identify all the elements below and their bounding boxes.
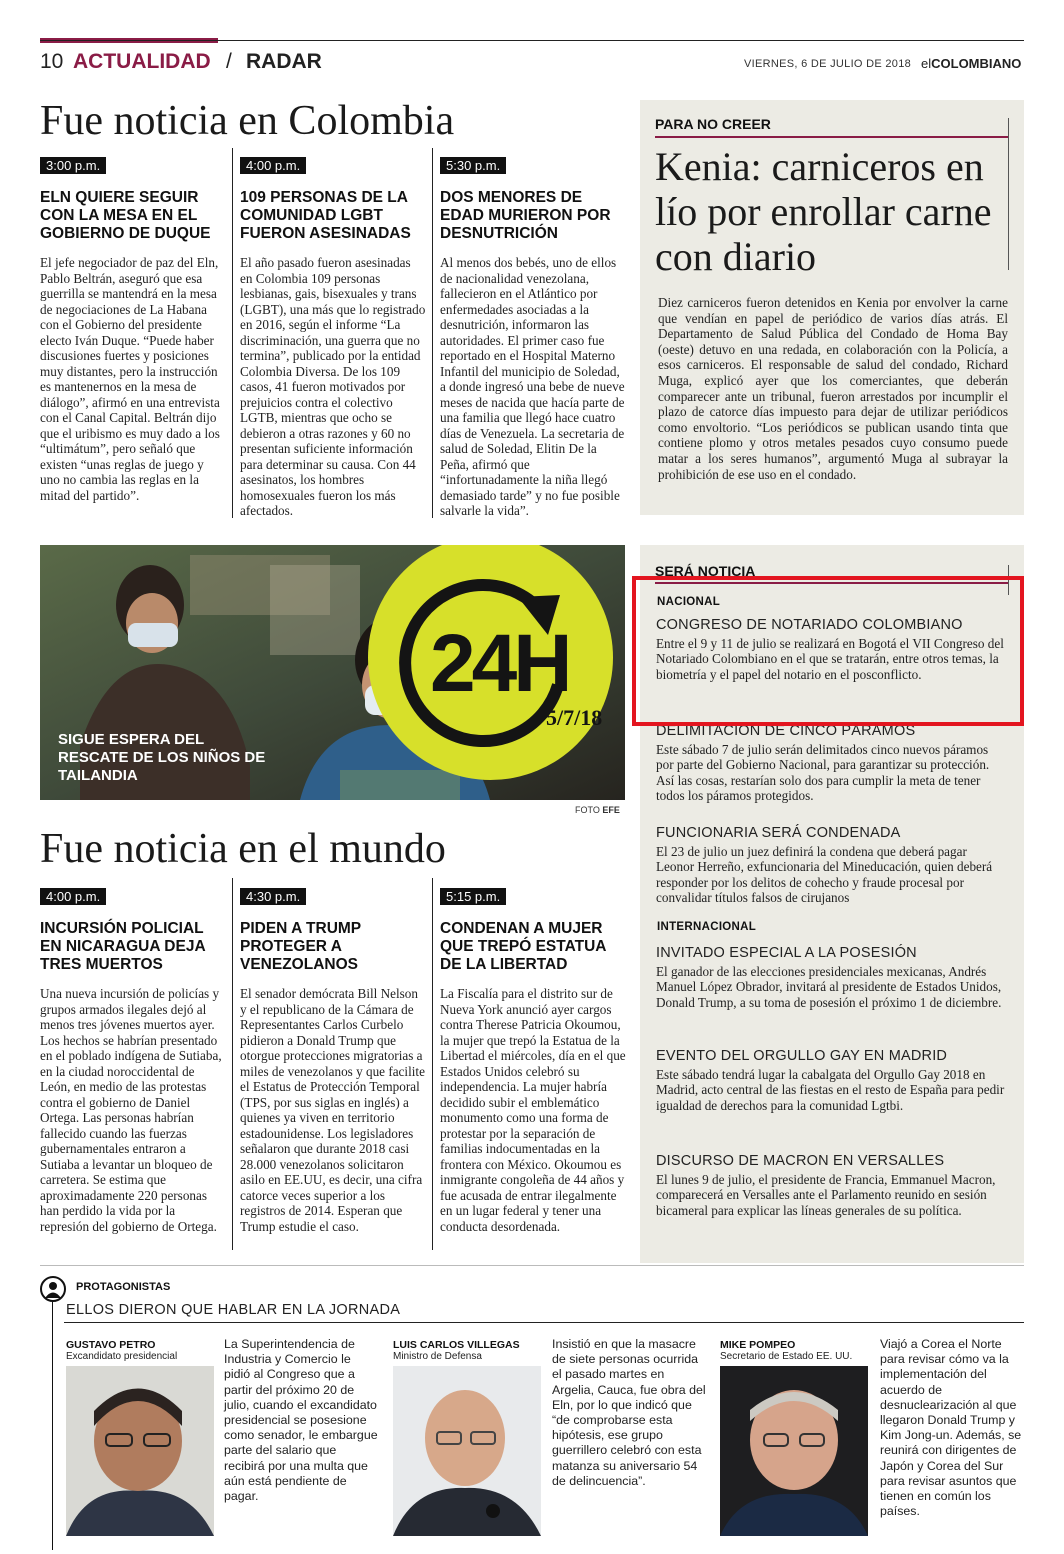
person-name: GUSTAVO PETRO [66,1339,156,1351]
column-divider [232,878,233,1250]
colombia-story-2 [240,157,426,519]
kenia-rule [655,136,1009,138]
protagonistas-side-rule [52,1300,53,1550]
badge-date: 5/7/18 [546,705,603,730]
mundo-story-2 [240,888,426,1234]
news-headline: CONGRESO DE NOTARIADO COLOMBIANO [656,617,963,633]
person-photo [66,1366,214,1536]
colombia-story-3 [440,157,626,519]
column-divider [432,148,433,518]
person-text: La Superintendencia de Industria y Comercio le pidió al Congreso que a partir del próximo 20 de julio, cuando el excandidato presidencial se posesione como senador, le embargue parte del salario que recibirá por una multa que aún está pendiente de pagar. [224,1337,378,1504]
category-internacional: INTERNACIONAL [657,921,757,933]
news-item [656,1153,1006,1218]
person-role: Excandidato presidencial [66,1351,178,1362]
rescue-photo [40,545,625,800]
section-separator: / [226,50,232,73]
person-role: Secretario de Estado EE. UU. [720,1351,853,1362]
badge-24h [368,545,613,780]
news-item [656,723,1006,804]
mundo-section-title: Fue noticia en el mundo [40,826,446,872]
person-name: MIKE POMPEO [720,1339,796,1351]
category-nacional: NACIONAL [657,596,721,608]
story-body: La Fiscalía para el distrito sur de Nueva York anunció ayer cargos contra Therese Patricia Okoumou, la mujer que trepó la Estatua de la Libertad el miércoles, día en el que Estados Unidos celebró su independencia. La mujer habría decidido subir el emblemático monumento como una forma de protestar por la separación de familias indocumentadas en la frontera con México. Okoumou es inmigrante congoleña de 44 años y fue acusada de entrar ilegalmente en un lugar federal y tener una conducta desordenada. [440,986,626,1234]
story-headline: DOS MENORES DE EDAD MURIERON POR DESNUTRICIÓN [440,189,611,242]
section-name: ACTUALIDAD [73,50,211,73]
person-role: Ministro de Defensa [393,1351,482,1362]
story-body: Una nueva incursión de policías y grupos armados ilegales dejó al menos tres jóvenes muertos ayer. Los hechos se habrían presentado en el poblado indígena de Sutiaba, en la ciudad noroccidental de León, en medio de las protestas contra el gobierno de Daniel Ortega. Las personas habrían fallecido cuando las fuerzas gubernamentales entraron a Sutiaba a levantar un bloqueo de carretera. Se estima que aproximadamente 220 personas han perdido la vida por la represión del gobierno de Ortega. [40,986,222,1234]
badge-24h-label: 24H [430,618,569,709]
kenia-body: Diez carniceros fueron detenidos en Kenia por envolver la carne que vendían en papel de periódico de varios días atrás. El Departamento de Salud Pública del Condado de Homa Bay (oeste) detuvo en una redada, en colaboración con la Policía, a esos carniceros. El responsable de salud del condado, Richard Muga, explicó ayer que los comerciantes, que deberán comparecer ante un tribunal, fueron arrestados por incumplir el plazo de catorce días impuesto para dejar de utilizar periódicos como envoltorio. “Los periódicos se publican usando tinta que contiene plomo y otros metales pesados cuyo consumo puede matar a los seres humanos”, argumentó Muga al subrayar la prohibición de ese uso en el condado. [658,295,1008,482]
story-body: El senador demócrata Bill Nelson y el republicano de la Cámara de Representantes Carlos Curbelo pidieron a Donald Trump que otorgue protecciones migratorias a miles de venezolanos y que facilite el Estatus de Protección Temporal (TPS, por sus siglas en inglés) a quienes ya viven en territorio estadounidense. Los legisladores señalaron que durante 2018 casi 28.000 venezolanos solicitaron asilo en EE.UU, es decir, una cifra catorce veces superior a los registros de 2014. Esperan que Trump estudie el caso. [240,986,425,1234]
kenia-headline: Kenia: carniceros en lío por enrollar carne con diario [655,144,992,279]
page-number: 10 [40,50,64,73]
story-body: El jefe negociador de paz del Eln, Pablo Beltrán, aseguró que esa guerrilla se mantendrá en la mesa de negociaciones de La Habana con el Gobierno del presidente electo Iván Duque. “Puede haber discusiones fuertes y posiciones muy distantes, pero la instrucción es mantenernos en la mesa de diálogo”, afirmó en una entrevista con el Canal Capital. Beltrán dijo que el uribismo es muy dado a los “ultimátum”, pero señaló que existen “unas reglas de juego y uno no cambia las reglas en la mitad del partido”. [40,255,220,503]
news-body: El lunes 9 de julio, el presidente de Francia, Emmanuel Macron, comparecerá en Versalles ante el Parlamento reunido en sesión bicameral para explicar las líneas generales de su política. [656,1172,996,1218]
newspaper-brand: elCOLOMBIANO [921,56,1022,71]
photo-credit: FOTO EFE [575,805,620,815]
photo-caption: SIGUE ESPERA DEL RESCATE DE LOS NIÑOS DE TAILANDIA [58,731,266,784]
person-icon [40,1276,66,1302]
kenia-panel [640,100,1024,515]
column-divider [232,148,233,518]
person-text: Viajó a Corea el Norte para revisar cómo va la implementación del acuerdo de desnuclearización al que llegaron Donald Trump y Kim Jong-un. Además, se reunirá con dirigentes de Japón y Corea del Sur para revisar asuntos que tienen en común los países. [880,1337,1022,1519]
story-headline: CONDENAN A MUJER QUE TREPÓ ESTATUA DE LA LIBERTAD [440,920,606,973]
protagonistas-label: PROTAGONISTAS [76,1281,171,1293]
colombia-story-1 [40,157,226,503]
person-name: LUIS CARLOS VILLEGAS [393,1339,520,1351]
news-body: El 23 de julio un juez definirá la condena que deberá pagar Leonor Herreño, exfuncionaria del Mineducación, quien deberá responder por los delitos de cohecho y fraude procesal por convalidar títulos falsos de cirujanos [656,844,993,906]
news-headline: INVITADO ESPECIAL A LA POSESIÓN [656,945,917,961]
protagonistas-subrule [64,1322,1024,1323]
person-photo [393,1366,541,1536]
story-time: 5:30 p.m. [440,157,506,174]
mundo-story-1 [40,888,226,1234]
news-item [656,945,1006,1010]
story-time: 4:30 p.m. [240,888,306,905]
person-photo [720,1366,868,1536]
story-body: Al menos dos bebés, uno de ellos de nacionalidad venezolana, fallecieron en el Atlántico por enfermedades asociadas a la desnutrición, informaron las autoridades. El primer caso fue reportado en el Hospital Materno Infantil del municipio de Soledad, a donde ingresó una bebe de nueve meses de nacida que hacía parte de una familia que llegó hace cuatro días de Venezuela. La secretaria de salud de Soledad, Elitin De la Peña, afirmó que “infortunadamente la niña llegó demasiado tarde” y no fue posible salvarle la vida”. [440,255,625,518]
story-headline: 109 PERSONAS DE LA COMUNIDAD LGBT FUERON ASESINADAS [240,189,411,242]
news-headline: EVENTO DEL ORGULLO GAY EN MADRID [656,1048,948,1064]
story-time: 5:15 p.m. [440,888,506,905]
story-time: 4:00 p.m. [40,888,106,905]
protagonistas-subtitle: ELLOS DIERON QUE HABLAR EN LA JORNADA [66,1302,401,1318]
story-headline: INCURSIÓN POLICIAL EN NICARAGUA DEJA TRES MUERTOS [40,920,206,973]
person-text: Insistió en que la masacre de siete personas ocurrida el pasado martes en Argelia, Cauca, fue obra del Eln, por lo que indicó que “de comprobarse esta hipótesis, ese grupo guerrillero celebró con esta matanza su aniversario 54 de delincuencia”. [552,1337,706,1488]
sera-noticia-kicker: SERÁ NOTICIA [655,563,756,579]
header-rule [40,40,1024,41]
news-body: Este sábado tendrá lugar la cabalgata del Orgullo Gay 2018 en Madrid, acto central de las fiestas en el resto de España para pedir igualdad de derechos para la comunidad Lgtbi. [656,1067,1005,1113]
story-body: El año pasado fueron asesinadas en Colombia 109 personas lesbianas, gais, bisexuales y trans (LGBT), una más que lo registrado en 2016, según el informe “La discriminación, una guerra que no termina”, publicado por la entidad Colombia Diversa. De los 109 casos, 41 fueron motivados por prejuicios contra el colectivo LGTB, mientras que ocho se debieron a otras razones y 60 no presentan suficiente información para determinar su causa. Con 44 asesinatos, los hombres homosexuales fueron los más afectados. [240,255,426,518]
story-headline: ELN QUIERE SEGUIR CON LA MESA EN EL GOBIERNO DE DUQUE [40,189,211,242]
story-time: 3:00 p.m. [40,157,106,174]
protagonistas-rule [40,1265,1024,1266]
story-time: 4:00 p.m. [240,157,306,174]
news-body: Este sábado 7 de julio serán delimitados cinco nuevos páramos por parte del Gobierno Nacional, para garantizar su protección. Así las cosas, restarían solo dos para cumplir la meta de tener todos los páramos protegidos. [656,742,990,804]
highlight-frame [632,576,1024,726]
mundo-story-3 [440,888,626,1234]
column-divider [432,878,433,1250]
news-body: El ganador de las elecciones presidenciales mexicanas, Andrés Manuel López Obrador, invitará al presidente de Estados Unidos, Donald Trump, a su toma de posesión el próximo 1 de diciembre. [656,964,1002,1010]
story-headline: PIDEN A TRUMP PROTEGER A VENEZOLANOS [240,920,361,973]
news-headline: FUNCIONARIA SERÁ CONDENADA [656,825,901,841]
colombia-section-title: Fue noticia en Colombia [40,98,455,144]
news-headline: DELIMITACIÓN DE CINCO PÁRAMOS [656,723,916,739]
kenia-kicker: PARA NO CREER [655,116,771,132]
subsection-name: RADAR [246,50,322,73]
kenia-side-rule [1008,118,1009,270]
news-body: Entre el 9 y 11 de julio se realizará en Bogotá el VII Congreso del Notariado Colombiano en el que se tratarán, entre otros temas, la biometría y el papel del notario en el posconflicto. [656,636,1004,682]
news-item [656,825,1006,906]
issue-date: VIERNES, 6 DE JULIO DE 2018 [744,58,912,70]
news-item [656,1048,1006,1113]
news-headline: DISCURSO DE MACRON EN VERSALLES [656,1153,945,1169]
